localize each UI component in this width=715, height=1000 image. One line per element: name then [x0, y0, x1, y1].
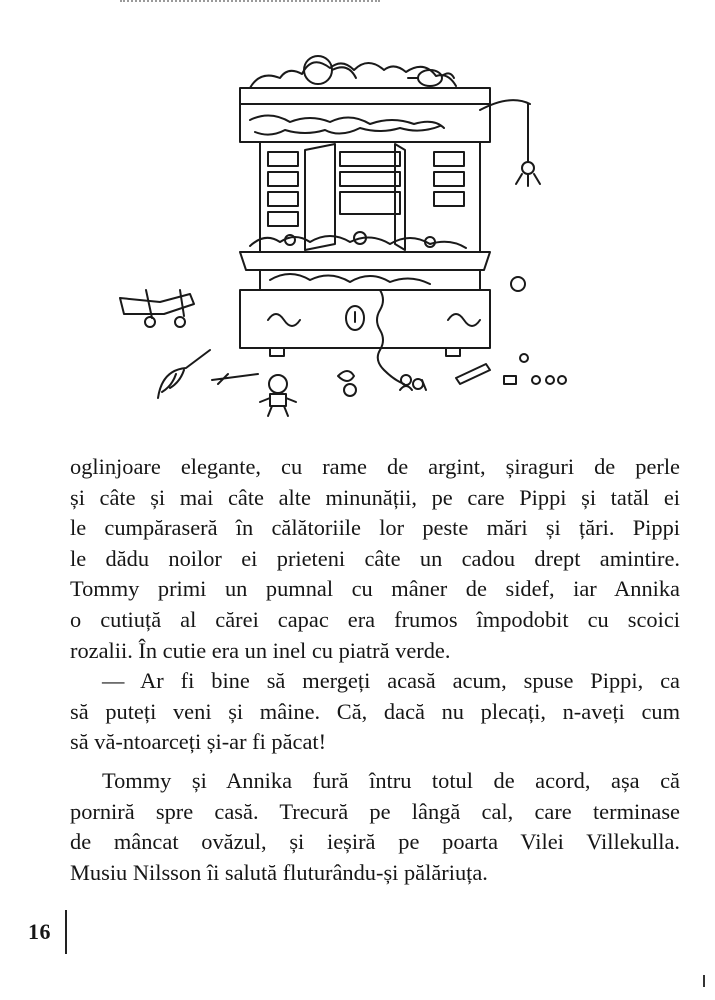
text-line: și câte și mai câte alte minunății, pe care Pippi și tatăl ei	[70, 484, 680, 510]
text-line: le cumpăraseră în călătoriile lor peste mări și țări. Pippi	[70, 515, 680, 541]
treasure-chest-drawing-icon	[100, 40, 600, 430]
text-line: de mâncat ovăzul, și ieșiră pe poarta Vilei Villekulla.	[70, 829, 680, 855]
scan-artifact	[703, 975, 705, 987]
page-footer	[28, 910, 67, 954]
text-line: oglinjoare elegante, cu rame de argint, șiraguri de perle	[70, 454, 680, 479]
page-number-divider	[65, 910, 67, 954]
text-line: le dădu noilor ei prieteni câte un cadou drept amintire.	[70, 545, 680, 571]
text-line: Musiu Nilsson îi salută fluturându-și pălăriuța.	[70, 859, 488, 885]
page-number: 16	[28, 919, 51, 944]
text-line: o cutiuță al cărei capac era frumos împodobit cu scoici	[70, 606, 680, 632]
paragraph	[70, 452, 680, 666]
paragraph	[70, 766, 680, 888]
scan-artifact	[120, 0, 380, 6]
text-line: Tommy și Annika fură întru totul de acord, așa că	[102, 767, 680, 793]
book-body-text	[70, 452, 680, 888]
text-line: — Ar fi bine să mergeți acasă acum, spuse Pippi, ca	[102, 668, 680, 694]
text-line: rozalii. În cutie era un inel cu piatră verde.	[70, 637, 451, 663]
paragraph	[70, 666, 680, 758]
text-line: să vă-ntoarceți și-ar fi păcat!	[70, 729, 327, 755]
text-line: să puteți veni și mâine. Că, dacă nu plecați, n-aveți cum	[70, 698, 680, 724]
text-line: porniră spre casă. Trecură pe lângă cal, care terminase	[70, 798, 680, 824]
text-line: Tommy primi un pumnal cu mâner de sidef, iar Annika	[70, 576, 680, 602]
